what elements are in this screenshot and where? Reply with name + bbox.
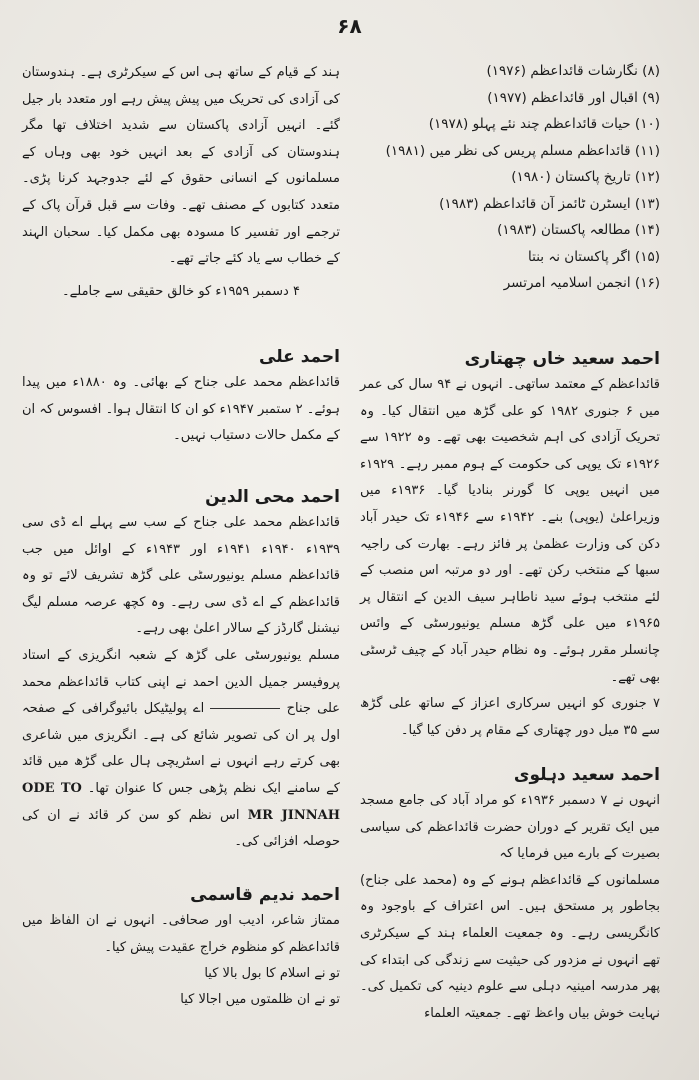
entry-heading: احمد محی الدین xyxy=(205,487,340,507)
entry-paragraph: انہوں نے ۷ دسمبر ۱۹۳۶ء کو مراد آباد کی جامع مسجد میں ایک تقریر کے دوران حضرت قائداعظم کی سیاسی بصیرت کے بارے میں فرمایا کہ xyxy=(360,793,660,862)
english-poem-title: ODE TO MR JINNAH xyxy=(22,780,340,823)
entry-paragraph xyxy=(22,643,340,856)
list-item: (۸) نگارشات قائداعظم (۱۹۷۶) xyxy=(486,63,660,79)
entry-ahmad-ali xyxy=(22,344,340,450)
continuation-paragraph: ہند کے قیام کے ساتھ ہی اس کے سیکرٹری ہے۔ ہندوستان کی آزادی کی تحریک میں پیش پیش رہے اور متعدد بار جیل گئے۔ انہیں آزادی پاکستان سے شدید اختلاف تھا مگر ہندوستان کی آزادی کے بعد انہیں خود بھی وہاں کے مسلمانوں کے انسانی حقوق کے لئے جدوجہد کرنا پڑی۔ متعدد کتابوں کے مصنف تھے۔ وفات سے قبل قرآن پاک کے ترجمے اور تفسیر کا مسودہ بھی مکمل کیا۔ سحبان الہند کے خطاب سے یاد کئے جاتے تھے۔ xyxy=(22,65,340,267)
entry-paragraph: قائداعظم محمد علی جناح کے بھائی۔ وہ ۱۸۸۰ء میں پیدا ہوئے۔ ۲ ستمبر ۱۹۴۷ء کو ان کا انتقال ہوا۔ افسوس کہ ان کے مکمل حالات دستیاب نہیں۔ xyxy=(22,375,340,444)
entry-paragraph: مسلمانوں کے قائداعظم ہونے کے وہ (محمد علی جناح) بجاطور پر مستحق ہیں۔ اس اعتراف کے باوجود وہ کانگریسی رہے۔ وہ جمعیت العلماء ہند کے سیکرٹری تھے انہوں نے مزدور کی حیثیت سے زندگی کی ابتداء کی پھر مدرسہ امینیہ دہلی سے علوم دینیہ کی تکمیل کی۔ نہایت خوش بیاں واعظ تھے۔ جمعیتہ العلماء xyxy=(360,872,660,1021)
list-item: (۱۵) اگر پاکستان نہ بنتا xyxy=(528,248,660,265)
list-item: (۱۴) مطالعہ پاکستان (۱۹۸۳) xyxy=(497,222,660,238)
paragraph-part: مسلم یونیورسٹی علی گڑھ کے شعبہ انگریزی کے استاد پروفیسر جمیل الدین احمد نے اپنی کتاب قائداعظم محمد علی جناح xyxy=(22,647,340,717)
verse-line: تو نے ان ظلمتوں میں اجالا کیا xyxy=(180,992,340,1008)
entry-paragraph: قائداعظم محمد علی جناح کے سب سے پہلے اے ڈی سی ۱۹۳۹ء ۱۹۴۰ء ۱۹۴۱ء اور ۱۹۴۳ء کے اوائل میں جب قائداعظم مسلم یونیورسٹی علی گڑھ تشریف لائے تو وہ قائداعظم کے اے ڈی سی رہے۔ وہ کچھ عرصہ مسلم لیگ نیشنل گارڈز کے سالار اعلیٰ بھی رہے۔ xyxy=(22,515,341,637)
death-date-line: ۴ دسمبر ۱۹۵۹ء کو خالق حقیقی سے جاملے۔ xyxy=(62,283,300,299)
list-item: (۱۳) ایسٹرن ٹائمز آن قائداعظم (۱۹۸۳) xyxy=(439,195,660,212)
entry-dehlavi xyxy=(360,762,660,1027)
list-item: (۱۱) قائداعظم مسلم پریس کی نظر میں (۱۹۸۱) xyxy=(385,142,660,159)
entry-heading: احمد سعید خاں چھتاری xyxy=(464,349,660,369)
list-item: (۹) اقبال اور قائداعظم (۱۹۷۷) xyxy=(487,89,660,106)
entry-mohiuddin xyxy=(22,484,340,856)
paragraph-part: اے پولیٹیکل بائیوگرافی کے صفحہ اول پر ان کی تصویر شائع کی ہے۔ انگریزی میں شاعری بھی کرتے رہے انہوں نے اسٹریچی ہال علی گڑھ میں قائد کے سامنے ایک نظم پڑھی جس کا عنوان تھا۔ xyxy=(22,701,340,796)
entry-chhatari xyxy=(360,346,660,744)
underline-rule xyxy=(210,708,280,709)
list-item: (۱۶) انجمن اسلامیہ امرتسر xyxy=(503,275,660,291)
right-column xyxy=(360,58,660,297)
entry-heading: احمد سعید دہلوی xyxy=(513,765,660,785)
entry-paragraph: ۷ جنوری کو انہیں سرکاری اعزاز کے ساتھ علی گڑھ سے ۳۵ میل دور چھتاری کے مقام پر دفن کیا گیا۔ xyxy=(360,696,660,738)
book-list xyxy=(360,58,660,297)
paragraph-part: اس نظم کو سن کر قائد نے ان کی حوصلہ افزائی کی۔ xyxy=(22,807,340,850)
page-number: ۶۸ xyxy=(337,14,362,38)
entry-continuation xyxy=(22,60,340,305)
entry-qasmi xyxy=(22,882,340,1013)
entry-paragraph: قائداعظم کے معتمد ساتھی۔ انہوں نے ۹۴ سال کی عمر میں ۶ جنوری ۱۹۸۲ کو علی گڑھ میں انتقال کیا۔ وہ تحریک آزادی کی اہم شخصیت بھی تھے۔ وہ ۱۹۲۲ سے ۱۹۲۶ء تک یوپی کی حکومت کے ہوم ممبر رہے۔ ۱۹۲۹ء میں انہیں یوپی کا گورنر بنادیا گیا۔ ۱۹۳۶ء میں وزیراعلیٰ (یوپی) بنے۔ ۱۹۴۲ء سے ۱۹۴۶ء تک حیدر آباد دکن کی وزارت عظمیٰ پر فائز رہے۔ بھارت کی راجیہ سبھا کے منتخب رکن تھے۔ اور دو مرتبہ اس منصب کے لئے منتخب ہوئے سید ناطاہر سیف الدین کے انتقال پر ۱۹۶۵ء میں علی گڑھ مسلم یونیورسٹی کے وائس چانسلر مقرر ہوئے۔ وہ نظام حیدر آباد کے چیف ٹرسٹی بھی تھے۔ xyxy=(360,377,661,685)
list-item: (۱۲) تاریخ پاکستان (۱۹۸۰) xyxy=(511,169,660,185)
entry-heading: احمد علی xyxy=(259,347,340,367)
entry-heading: احمد ندیم قاسمی xyxy=(190,885,340,905)
list-item: (۱۰) حیات قائداعظم چند نئے پہلو (۱۹۷۸) xyxy=(428,116,660,132)
entry-paragraph: ممتاز شاعر، ادیب اور صحافی۔ انہوں نے ان الفاظ میں قائداعظم کو منظوم خراج عقیدت پیش کیا۔ xyxy=(22,913,340,955)
verse-line: تو نے اسلام کا بول بالا کیا xyxy=(204,966,340,982)
